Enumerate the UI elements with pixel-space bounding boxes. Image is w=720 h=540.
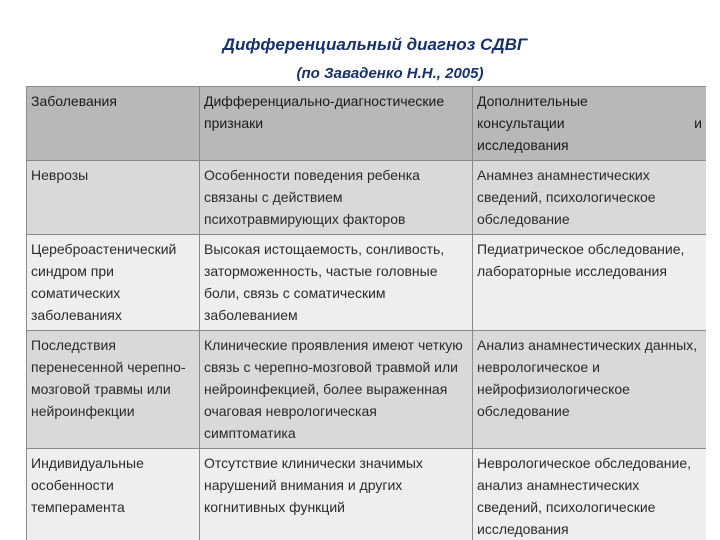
header-consults-line2 — [477, 112, 702, 134]
row-signs: Высокая истощаемость, сонливость, заторможенность, частые головные боли, связь с соматическим заболеванием — [200, 235, 473, 331]
header-signs: Дифференциально-диагностические признаки — [200, 87, 473, 161]
diagnosis-table-container — [26, 86, 706, 540]
row-signs: Особенности поведения ребенка связаны с действием психотравмирующих факторов — [200, 161, 473, 235]
header-consults-line1: Дополнительные — [477, 93, 588, 109]
row-disease: Индивидуальные особенности темперамента — [27, 449, 200, 540]
table-row — [27, 235, 707, 331]
row-disease: Цереброастенический синдром при соматических заболеваниях — [27, 235, 200, 331]
row-disease: Последствия перенесенной черепно- мозговой травмы или нейроинфекции — [27, 331, 200, 449]
slide-subtitle: (по Заваденко Н.Н., 2005) — [296, 65, 484, 82]
table-header-row — [27, 87, 707, 161]
header-consults-line3: исследования — [477, 137, 569, 153]
row-consults: Педиатрическое обследование, лабораторные исследования — [473, 235, 707, 331]
row-signs: Клинические проявления имеют четкую связь с черепно-мозговой травмой или нейроинфекцией, более выраженная очаговая неврологическая симптоматика — [200, 331, 473, 449]
diagnosis-table — [26, 86, 706, 540]
row-consults: Анализ анамнестических данных, неврологическое и нейрофизиологическое обследование — [473, 331, 707, 449]
row-consults: Неврологическое обследование, анализ анамнестических сведений, психологические исследования — [473, 449, 707, 540]
row-consults: Анамнез анамнестических сведений, психологическое обследование — [473, 161, 707, 235]
header-consults-word3: и — [694, 115, 702, 131]
header-consults-word2: консультации — [477, 115, 565, 131]
table-row — [27, 161, 707, 235]
row-signs: Отсутствие клинически значимых нарушений внимания и других когнитивных функций — [200, 449, 473, 540]
table-row — [27, 331, 707, 449]
table-row — [27, 449, 707, 540]
row-disease: Неврозы — [27, 161, 200, 235]
slide-title: Дифференциальный диагноз СДВГ — [222, 35, 528, 54]
header-consults — [473, 87, 707, 161]
header-diseases: Заболевания — [27, 87, 200, 161]
